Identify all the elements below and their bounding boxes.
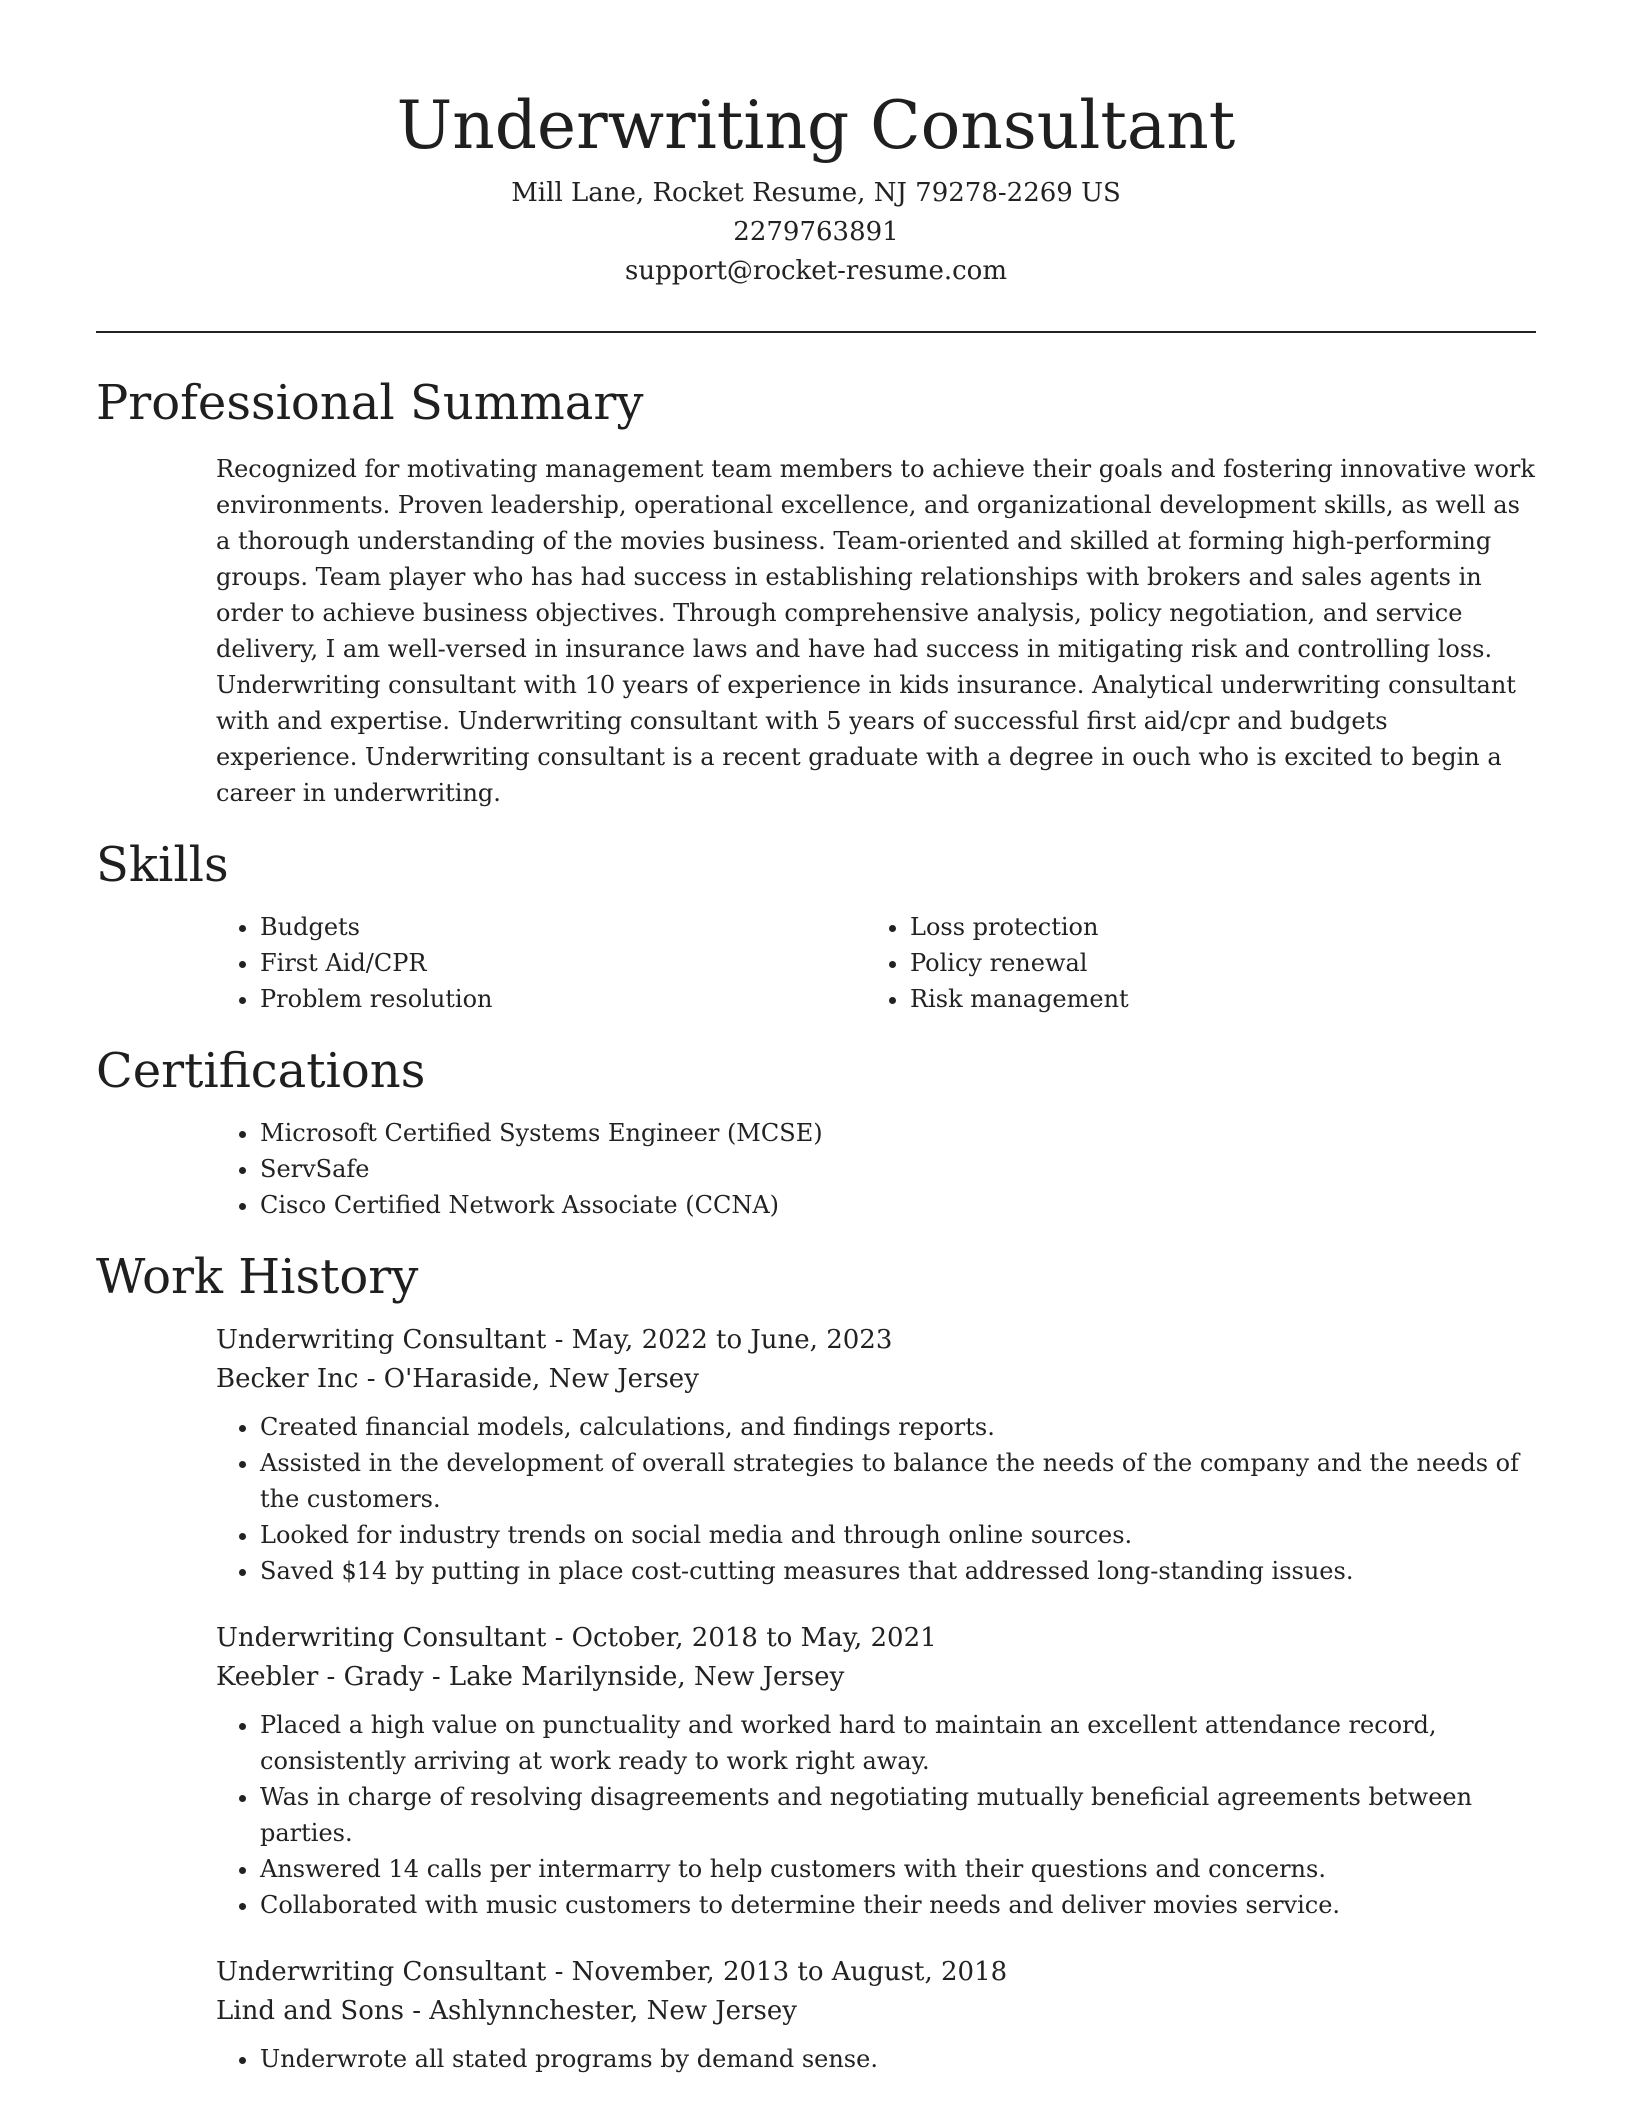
job-role-dates: Underwriting Consultant - November, 2013 to August, 2018: [216, 1957, 1008, 1987]
job-company-location: Keebler - Grady - Lake Marilynside, New Jersey: [216, 1662, 845, 1692]
job-company-location: Lind and Sons - Ashlynnchester, New Jersey: [216, 1996, 797, 2026]
job-bullet: • Answered 14 calls per intermarry to help customers with their questions and concerns.: [260, 1851, 1536, 1887]
skills-columns: [216, 909, 1536, 1017]
certification-item: • Cisco Certified Network Associate (CCNA): [260, 1187, 1536, 1223]
skill-item: • Problem resolution: [260, 981, 866, 1017]
skill-item: • First Aid/CPR: [260, 945, 866, 981]
skill-item: • Policy renewal: [910, 945, 1516, 981]
job-entry: [216, 1619, 1536, 1923]
contact-phone: 2279763891: [733, 217, 899, 247]
header-divider: [96, 331, 1536, 333]
summary-text: Recognized for motivating management team members to achieve their goals and fostering innovative work environments. Proven leadership, operational excellence, and organizational development skills, as well as a thorough understanding of the movies business. Team-oriented and skilled at forming high-performing groups. Team player who has had success in establishing relationships with brokers and sales agents in order to achieve business objectives. Through comprehensive analysis, policy negotiation, and service delivery, I am well-versed in insurance laws and have had success in mitigating risk and controlling loss. Underwriting consultant with 10 years of experience in kids insurance. Analytical underwriting consultant with and expertise. Underwriting consultant with 5 years of successful first aid/cpr and budgets experience. Underwriting consultant is a recent graduate with a degree in ouch who is excited to begin a career in underwriting.: [216, 455, 1535, 807]
job-bullet: • Saved $14 by putting in place cost-cutting measures that addressed long-standing issues.: [260, 1553, 1536, 1589]
job-bullet: • Created financial models, calculations, and findings reports.: [260, 1409, 1536, 1445]
job-bullet: • Placed a high value on punctuality and worked hard to maintain an excellent attendance record, consistently arriving at work ready to work right away.: [260, 1707, 1536, 1779]
contact-email: support@rocket-resume.com: [624, 256, 1007, 286]
job-bullet: • Collaborated with music customers to determine their needs and deliver movies service.: [260, 1887, 1536, 1923]
resume-header: [0, 0, 1632, 291]
job-role-dates: Underwriting Consultant - May, 2022 to June, 2023: [216, 1325, 893, 1355]
skill-item: • Risk management: [910, 981, 1516, 1017]
work-history-section: [96, 1247, 1536, 2077]
skills-heading: Skills: [96, 837, 229, 893]
certifications-heading: Certifications: [96, 1043, 426, 1099]
certifications-list-wrap: [216, 1115, 1536, 1223]
work-history-heading: Work History: [96, 1249, 419, 1305]
certification-item: • ServSafe: [260, 1151, 1536, 1187]
job-bullet: • Assisted in the development of overall strategies to balance the needs of the company and the needs of the customers.: [260, 1445, 1536, 1517]
job-entry: [216, 1953, 1536, 2077]
job-bullets: [216, 1707, 1536, 1923]
job-entry: [216, 1321, 1536, 1589]
skills-column-left: [216, 909, 866, 1017]
skills-list-left: [216, 909, 866, 1017]
skill-item: • Loss protection: [910, 909, 1516, 945]
job-company-location: Becker Inc - O'Haraside, New Jersey: [216, 1364, 699, 1394]
job-bullet: • Underwrote all stated programs by demand sense.: [260, 2041, 1536, 2077]
certification-item: • Microsoft Certified Systems Engineer (MCSE): [260, 1115, 1536, 1151]
skills-column-right: [866, 909, 1516, 1017]
candidate-name: Underwriting Consultant: [396, 87, 1236, 164]
job-bullet: • Looked for industry trends on social media and through online sources.: [260, 1517, 1536, 1553]
job-bullets: [216, 2041, 1536, 2077]
skills-list-right: [866, 909, 1516, 1017]
contact-address: Mill Lane, Rocket Resume, NJ 79278-2269 US: [511, 178, 1121, 208]
summary-section: [96, 373, 1536, 811]
job-role-dates: Underwriting Consultant - October, 2018 to May, 2021: [216, 1623, 937, 1653]
summary-heading: Professional Summary: [96, 375, 644, 431]
skills-section: [96, 835, 1536, 1017]
skill-item: • Budgets: [260, 909, 866, 945]
job-bullet: • Was in charge of resolving disagreements and negotiating mutually beneficial agreements between parties.: [260, 1779, 1536, 1851]
certifications-list: [216, 1115, 1536, 1223]
job-bullets: [216, 1409, 1536, 1589]
certifications-section: [96, 1041, 1536, 1223]
